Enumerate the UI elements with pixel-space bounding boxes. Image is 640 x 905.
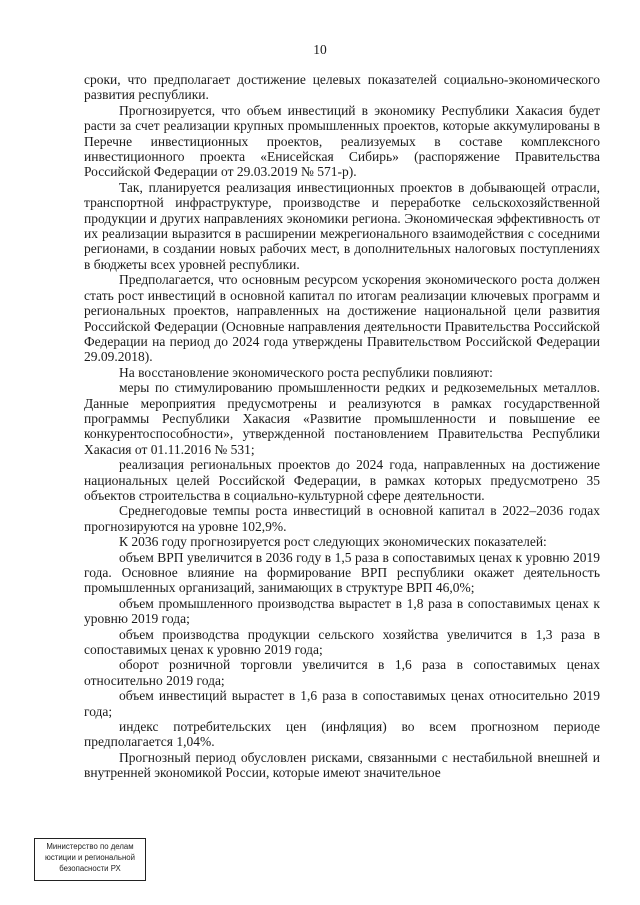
paragraph-5: На восстановление экономического роста республики повлияют: <box>119 364 493 380</box>
paragraph-12: объем производства продукции сельского хозяйства увеличится в 1,3 раза в сопоставимых ценах к уровню 2019 года; <box>84 626 600 658</box>
paragraph-3: Так, планируется реализация инвестиционных проектов в добывающей отрасли, транспортной инфраструктуре, производстве и переработке сельскохозяйственной продукции и других направлениях экономики региона. Экономическая эффективность от их реализации выразится в расширении межрегионального взаимодействия с соседними регионами, в создании новых рабочих мест, в дополнительных налоговых поступлениях в бюджеты всех уровней республики. <box>84 179 600 272</box>
paragraph-11: объем промышленного производства вырастет в 1,8 раза в сопоставимых ценах к уровню 2019 года; <box>84 595 600 627</box>
stamp-line-1: Министерство по делам <box>46 842 134 851</box>
document-body <box>84 72 600 781</box>
paragraph-7: реализация региональных проектов до 2024 года, направленных на достижение национальных целей Российской Федерации, в рамках которых предусмотрено 35 объектов строительства в социально-культурной сфере деятельности. <box>84 457 600 503</box>
page-number: 10 <box>313 42 327 57</box>
ministry-stamp <box>34 838 146 881</box>
paragraph-14: объем инвестиций вырастет в 1,6 раза в сопоставимых ценах относительно 2019 года; <box>84 688 600 719</box>
paragraph-6: меры по стимулированию промышленности редких и редкоземельных металлов. Данные мероприятия предусмотрены и реализуются в рамках государственной программы Республики Хакасия «Развитие промышленности и повышение ее конкурентоспособности», утвержденной постановлением Правительства Республики Хакасия от 01.11.2016 № 531; <box>84 380 600 457</box>
paragraph-13: оборот розничной торговли увеличится в 1,6 раза в сопоставимых ценах относительно 2019 года; <box>84 657 600 688</box>
paragraph-16: Прогнозный период обусловлен рисками, связанными с нестабильной внешней и внутренней экономикой России, которые имеют значительное <box>84 749 600 781</box>
stamp-line-2: юстиции и региональной <box>45 853 135 862</box>
paragraph-15: индекс потребительских цен (инфляция) во всем прогнозном периоде предполагается 1,04%. <box>84 719 600 750</box>
paragraph-1: сроки, что предполагает достижение целевых показателей социально-экономического развития республики. <box>84 72 600 103</box>
paragraph-9: К 2036 году прогнозируется рост следующих экономических показателей: <box>119 534 547 550</box>
stamp-line-3: безопасности РХ <box>59 864 121 873</box>
paragraph-4: Предполагается, что основным ресурсом ускорения экономического роста должен стать рост инвестиций в основной капитал по итогам реализации ключевых программ и региональных проектов, направленных на достижение национальной цели развития Российской Федерации (Основные направления деятельности Правительства Российской Федерации на период до 2024 года утверждены Правительством Российской Федерации 29.09.2018). <box>84 272 600 365</box>
paragraph-8: Среднегодовые темпы роста инвестиций в основной капитал в 2022–2036 годах прогнозируются на уровне 102,9%. <box>84 503 600 534</box>
paragraph-10: объем ВРП увеличится в 2036 году в 1,5 раза в сопоставимых ценах к уровню 2019 года. Основное влияние на формирование ВРП республики окажет деятельность промышленных организаций, занимающих в структуре ВРП 46,0%; <box>84 549 600 596</box>
paragraph-2: Прогнозируется, что объем инвестиций в экономику Республики Хакасия будет расти за счет реализации крупных промышленных проектов, которые аккумулированы в Перечне инвестиционных проектов, реализуемых в составе комплексного инвестиционного проекта «Енисейская Сибирь» (распоряжение Правительства Российской Федерации от 29.03.2019 № 571-р). <box>84 102 600 180</box>
